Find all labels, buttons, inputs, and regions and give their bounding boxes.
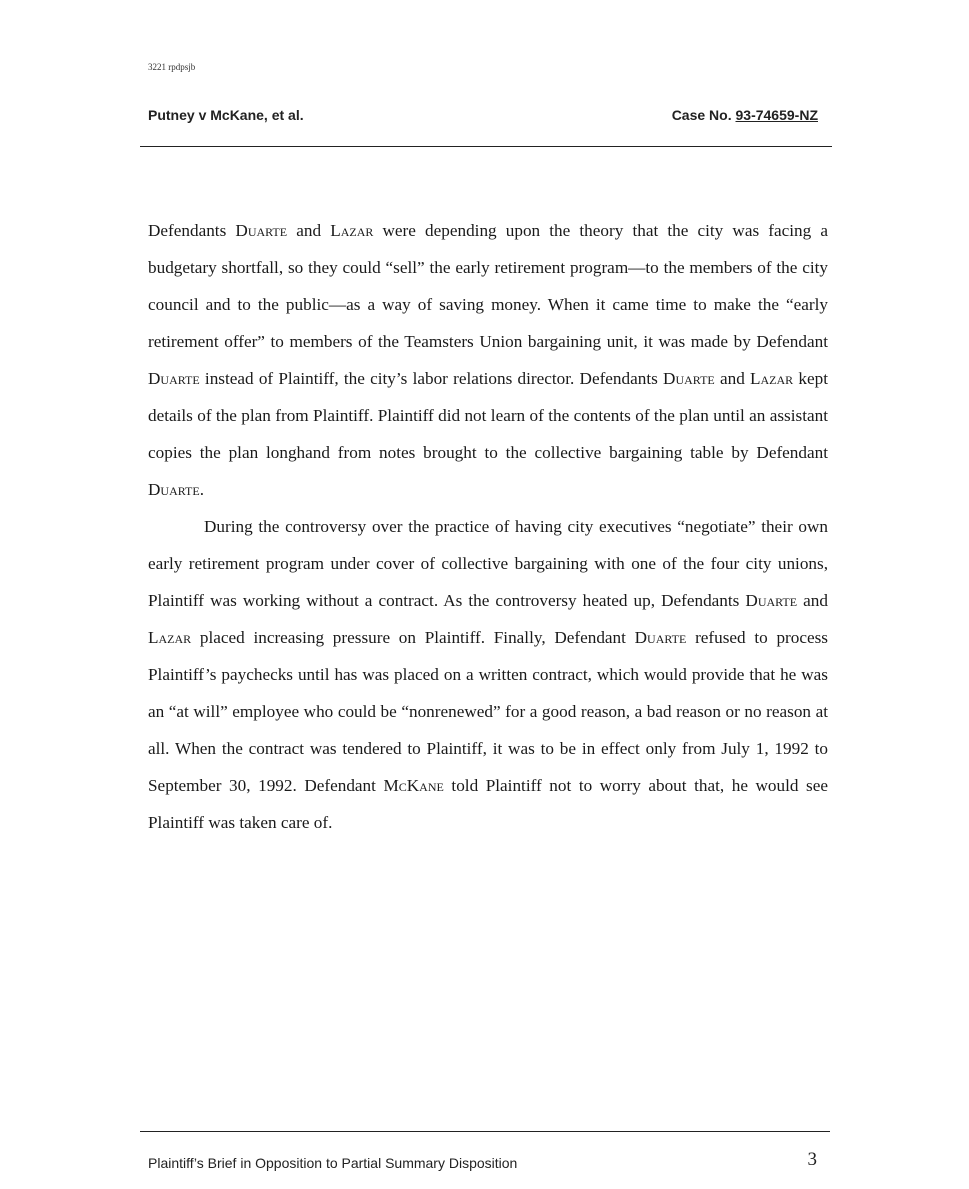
- defendant-name: Lazar: [750, 369, 794, 388]
- defendant-name: Duarte: [148, 369, 200, 388]
- footer-title: Plaintiff’s Brief in Opposition to Partial Summary Disposition: [148, 1155, 518, 1171]
- paragraph-2: [148, 508, 828, 841]
- brief-body: [148, 212, 828, 841]
- text-run: and: [287, 221, 331, 240]
- text-run: and: [714, 369, 751, 388]
- text-run: Defendants: [148, 221, 236, 240]
- header-divider: [140, 146, 832, 147]
- text-run: kept details of the plan from Plaintiff. Plaintiff did not learn of the contents of the plan until an assistant copies the plan longhand from notes brought to the collective bargaining table by Defendant: [148, 369, 829, 462]
- text-run: .: [199, 480, 204, 499]
- text-run: During the controversy over the practice of having city executives “negotiate” their own early retirement program under cover of collective bargaining with one of the four city unions, Plaintiff was working without a contract. As the controversy heated up, Defendants: [148, 517, 828, 610]
- footer-divider: [140, 1131, 830, 1132]
- text-run: told Plaintiff not to worry about that, he would see Plaintiff was taken care of.: [148, 776, 828, 832]
- document-stamp: 3221 rpdpsjb: [148, 62, 196, 72]
- case-caption: Putney v McKane, et al.: [148, 107, 304, 123]
- defendant-name: Lazar: [148, 628, 192, 647]
- defendant-name: Lazar: [330, 221, 374, 240]
- text-run: refused to process Plaintiff’s paychecks until has was placed on a written contract, which would provide that he was an “at will” employee who could be “nonrenewed” for a good reason, a bad reason or no reason at all. When the contract was tendered to Plaintiff, it was to be in effect only from July 1, 1992 to September 30, 1992. Defendant: [148, 628, 828, 795]
- paragraph-1: [148, 212, 828, 508]
- text-run: were depending upon the theory that the city was facing a budgetary shortfall, so they could “sell” the early retirement program—to the members of the city council and to the public—as a way of saving money. When it came time to make the “early retirement offer” to members of the Teamsters Union bargaining unit, it was made by Defendant: [148, 221, 828, 351]
- defendant-name: Duarte: [663, 369, 715, 388]
- defendant-name: Duarte: [148, 480, 200, 499]
- case-number-block: [672, 107, 818, 123]
- defendant-name: Duarte: [235, 221, 288, 240]
- case-label: Case No.: [671, 107, 732, 123]
- text-run: instead of Plaintiff, the city’s labor relations director. Defendants: [199, 369, 664, 388]
- text-run: and: [797, 591, 828, 610]
- defendant-name: Duarte: [634, 628, 687, 647]
- text-run: placed increasing pressure on Plaintiff. Finally, Defendant: [191, 628, 635, 647]
- case-number: 93-74659-NZ: [735, 107, 818, 123]
- defendant-name: McKane: [383, 776, 444, 795]
- defendant-name: Duarte: [745, 591, 798, 610]
- page-number: 3: [807, 1149, 817, 1170]
